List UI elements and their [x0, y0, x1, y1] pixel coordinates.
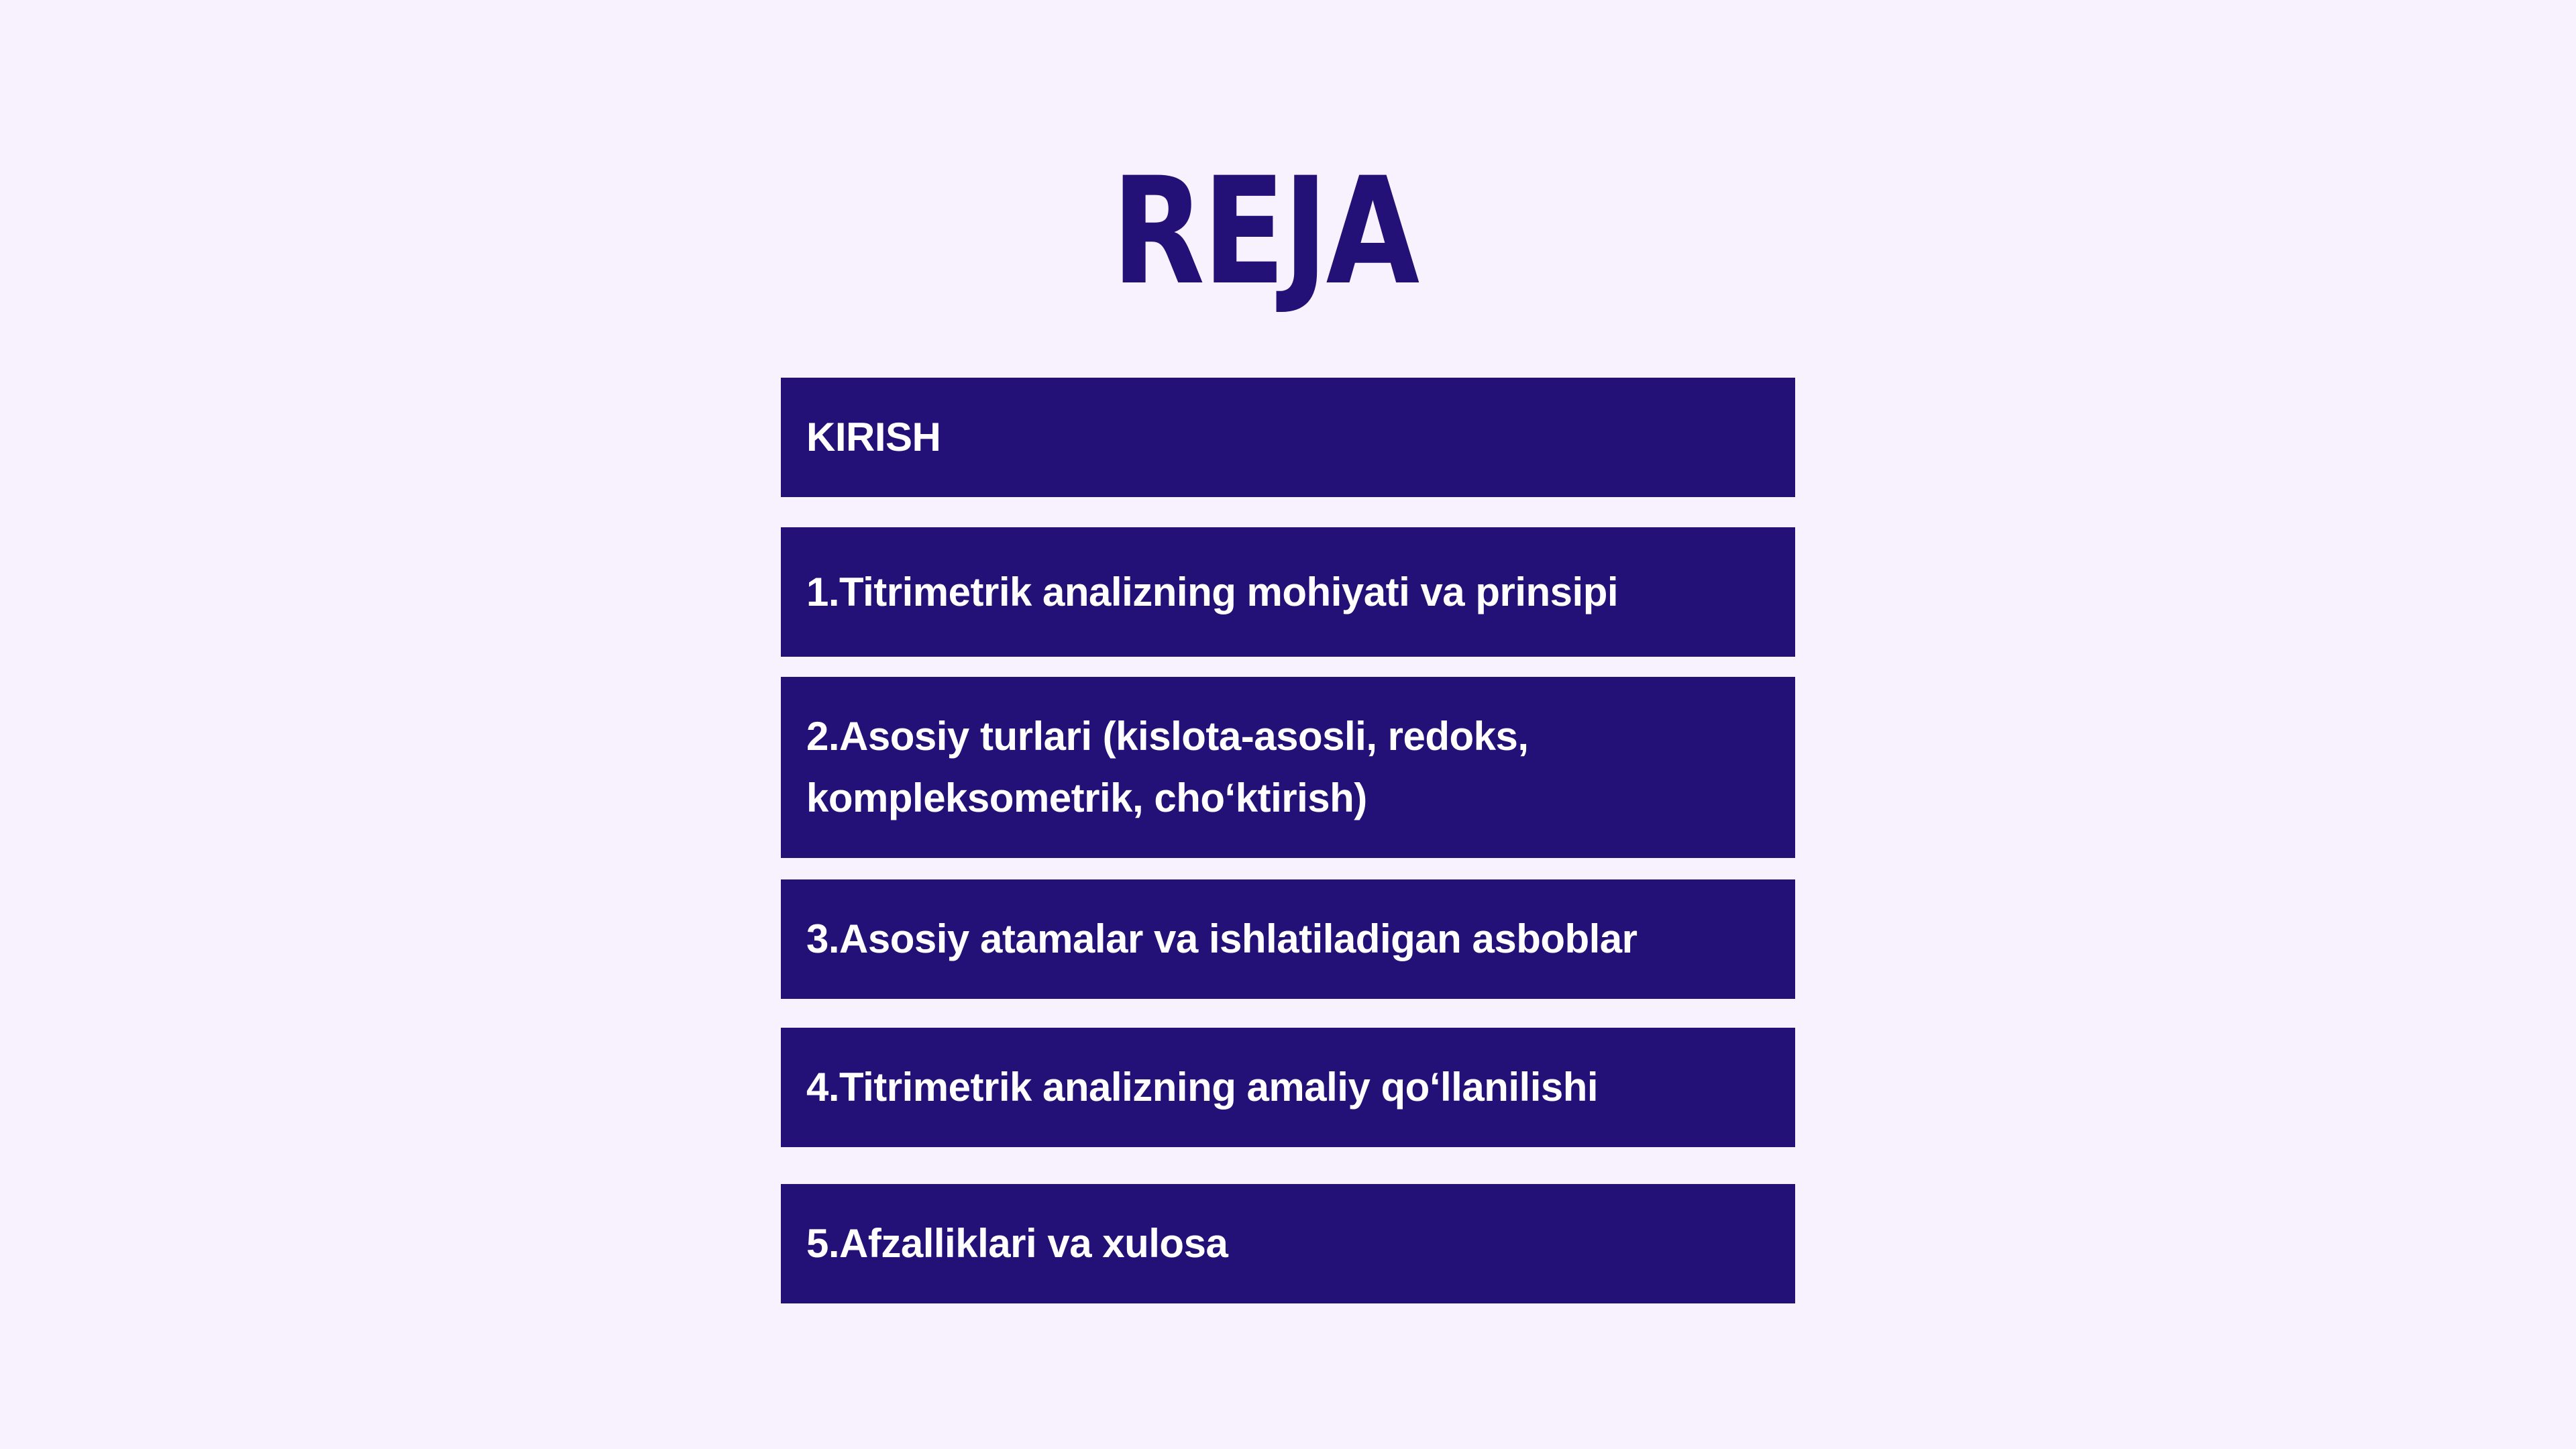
plan-item-2: [781, 677, 1795, 858]
plan-item-label: 2.Asosiy turlari (kislota-asosli, redoks, kompleksometrik, cho‘ktirish): [806, 714, 1529, 820]
slide-title: REJA: [1112, 146, 1417, 317]
plan-item-label: 5.Afzalliklari va xulosa: [806, 1221, 1228, 1266]
plan-item-label: 4.Titrimetrik analizning amaliy qo‘llanilishi: [806, 1065, 1599, 1110]
plan-item-1: [781, 527, 1795, 657]
plan-item-label: 3.Asosiy atamalar va ishlatiladigan asboblar: [806, 916, 1638, 961]
plan-item-label: KIRISH: [806, 415, 941, 460]
plan-item-5: [781, 1184, 1795, 1303]
plan-item-4: [781, 1028, 1795, 1147]
plan-item-intro: [781, 378, 1795, 497]
plan-item-3: [781, 879, 1795, 999]
plan-item-label: 1.Titrimetrik analizning mohiyati va prinsipi: [806, 569, 1619, 614]
